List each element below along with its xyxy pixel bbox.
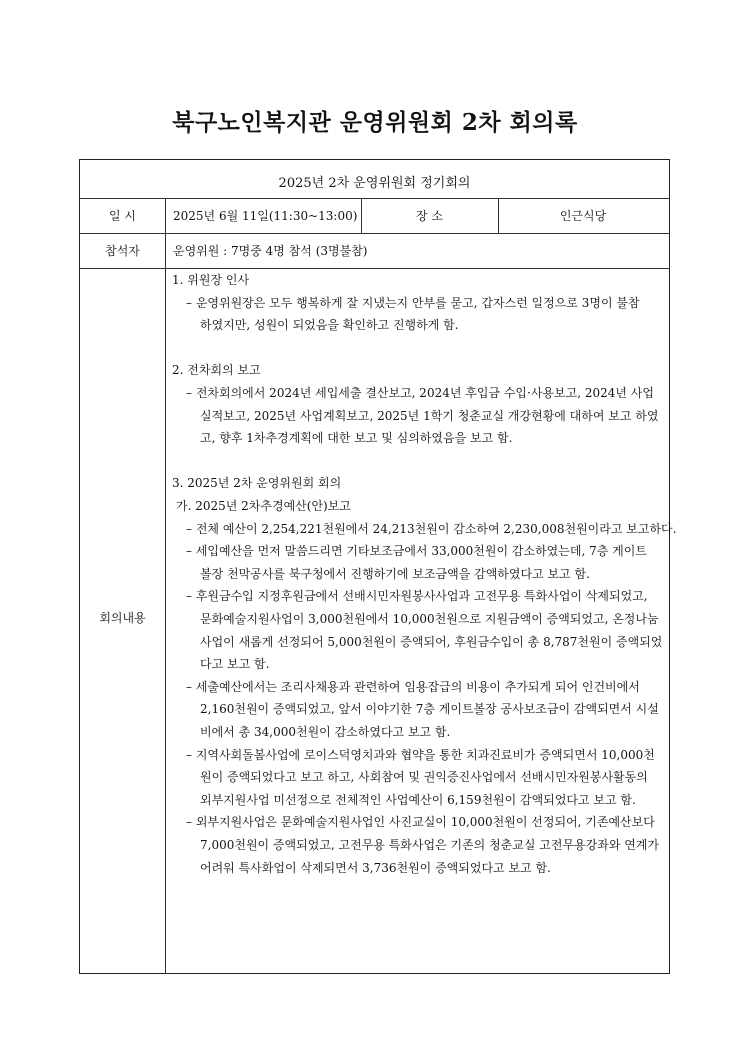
content-line: – 세입예산을 먼저 말씀드리면 기타보조금에서 33,000천원이 감소하였는데, 7층 게이트: [186, 544, 647, 559]
content-line: 원이 증액되었다고 보고 하고, 사회참여 및 권익증진사업에서 선배시민자원봉사활동의: [200, 770, 648, 785]
attendees-value: 운영위원 : 7명중 4명 참석 (3명불참): [173, 244, 368, 258]
row-divider: [80, 268, 669, 269]
section-heading: 1. 위원장 인사: [172, 273, 250, 287]
content-line: – 운영위원장은 모두 행복하게 잘 지냈는지 안부를 묻고, 갑자스런 일정으로 3명이 불참: [186, 295, 640, 310]
content-line: 외부지원사업 미선정으로 전체적인 사업예산이 6,159천원이 감액되었다고 보고 함.: [200, 792, 636, 807]
content-line: 실적보고, 2025년 사업계획보고, 2025년 1학기 청춘교실 개강현황에 대하여 보고 하였: [200, 408, 659, 423]
content-line: 볼장 천막공사를 북구청에서 진행하기에 보조금액을 감액하였다고 보고 함.: [200, 566, 590, 581]
row-divider: [80, 198, 669, 199]
content-line: 7,000천원이 증액되었고, 고전무용 특화사업은 기존의 청춘교실 고전무용강좌와 연계가: [200, 838, 660, 852]
date-value: 2025년 6월 11일(11:30~13:00): [173, 209, 358, 223]
content-line: – 전차회의에서 2024년 세입세출 결산보고, 2024년 후입금 수입·사용보고, 2024년 사업: [186, 386, 654, 400]
content-line: 2,160천원이 증액되었고, 앞서 이야기한 7층 게이트볼장 공사보조금이 감액되면서 시설: [200, 702, 659, 717]
content-line: 비에서 총 34,000천원이 감소하였다고 보고 함.: [200, 725, 451, 739]
content-line: 다고 보고 함.: [200, 657, 270, 672]
content-line: 하였지만, 성원이 되었음을 확인하고 진행하게 함.: [200, 318, 459, 333]
minutes-table: [79, 159, 677, 974]
content-label: 회의내용: [99, 611, 146, 625]
section-heading: 2. 전차회의 보고: [172, 363, 261, 378]
section-heading: 3. 2025년 2차 운영위원회 회의: [172, 476, 342, 491]
content-line: – 전체 예산이 2,254,221천원에서 24,213천원이 감소하여 2,230,008천원이라고 보고하다.: [186, 521, 677, 536]
place-value: 인근식당: [559, 209, 607, 223]
content-line: 문화예술지원사업이 3,000천원에서 10,000천원으로 지원금액이 증액되었고, 온정나눔: [200, 612, 659, 626]
meeting-name: 2025년 2차 운영위원회 정기회의: [278, 176, 471, 191]
content-line: – 외부지원사업은 문화예술지원사업인 사진교실이 10,000천원이 선정되어, 기존예산보다: [186, 815, 655, 830]
document-title: 북구노인복지관 운영위원회 2차 회의록: [172, 109, 578, 136]
content-line: – 후원금수입 지정후원금에서 선배시민자원봉사사업과 고전무용 특화사업이 삭제되었고,: [186, 589, 648, 604]
place-label: 장 소: [416, 209, 443, 223]
date-label: 일 시: [109, 209, 136, 223]
content-line: 어려워 특사화업이 삭제되면서 3,736천원이 증액되었다고 보고 함.: [200, 860, 551, 875]
attendees-label: 참석자: [105, 244, 140, 258]
label-column-divider: [165, 198, 166, 973]
content-line: 고, 향후 1차추경계획에 대한 보고 및 심의하였음을 보고 함.: [200, 431, 513, 446]
subsection-heading: 가. 2025년 2차추경예산(안)보고: [176, 499, 351, 513]
row-divider: [80, 233, 669, 234]
content-line: – 세출예산에서는 조리사채용과 관련하여 임용잡급의 비용이 추가되게 되어 인건비에서: [186, 679, 640, 694]
content-line: 사업이 새롭게 선정되어 5,000천원이 증액되어, 후원금수입이 총 8,787천원이 증액되었: [200, 634, 663, 649]
content-line: – 지역사회돌봄사업에 로이스덕영치과와 협약을 통한 치과진료비가 증액되면서 10,000천: [186, 747, 655, 762]
